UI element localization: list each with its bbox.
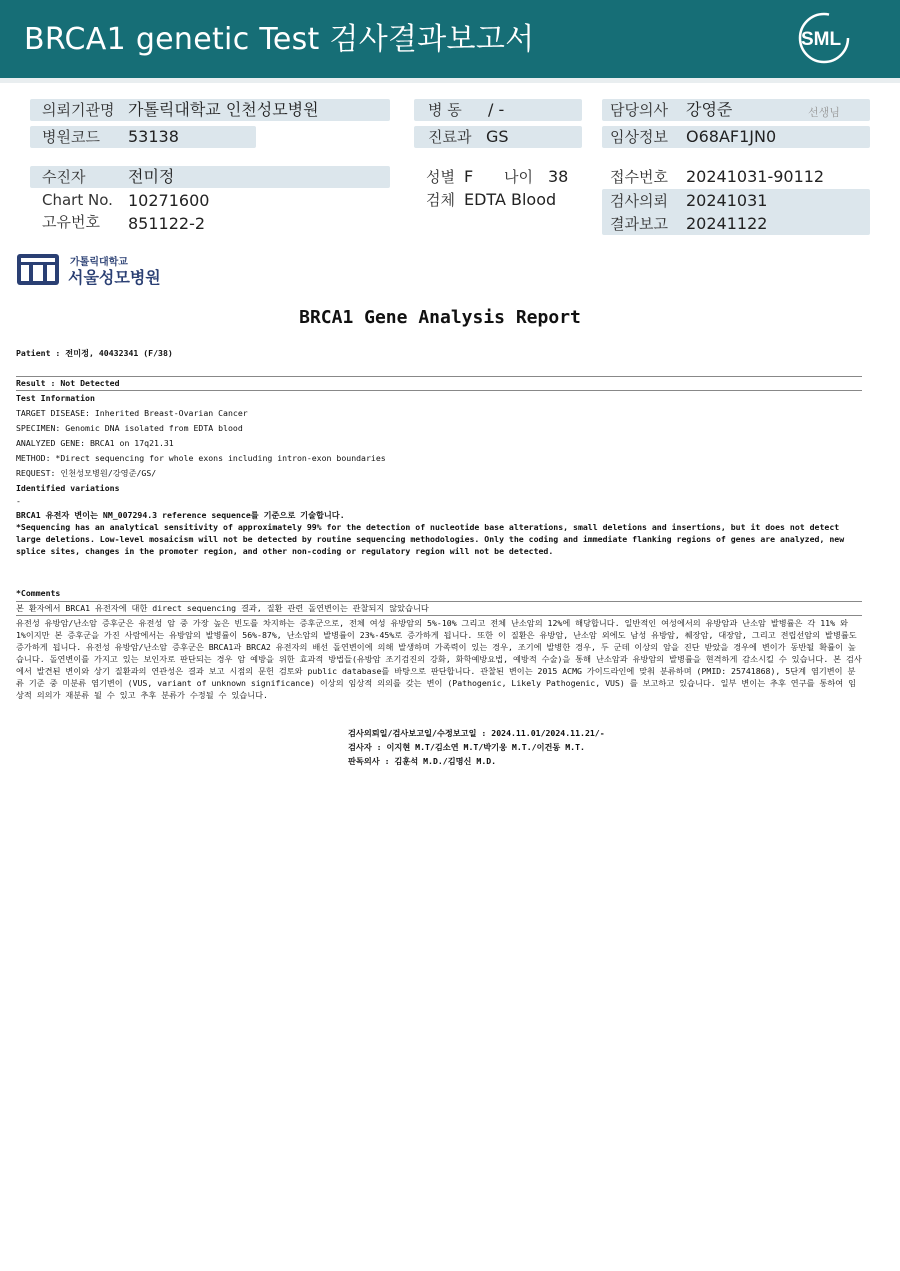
doctors-line: 판독의사 : 김훈석 M.D./김명신 M.D. bbox=[348, 756, 497, 766]
svg-text:SML: SML bbox=[801, 29, 842, 50]
sex-label: 성별 bbox=[426, 168, 455, 186]
comments-heading: *Comments bbox=[16, 588, 61, 598]
request-value: 20241031 bbox=[686, 191, 768, 210]
chart-label: Chart No. bbox=[42, 191, 113, 209]
sensitivity-note: *Sequencing has an analytical sensitivity of approximately 99% for the detection of nucleotide base alterations, small deletions and insertions, but it does not detect large deletions. Low-level mosaicism will not be detected by routine sequencing methodologies. Only the coding and immediate flanking regions of genes are analyzed, new splice sites, changes in the promoter region, and other non-coding or regulatory region will not be detected. bbox=[16, 522, 845, 556]
divider bbox=[16, 601, 862, 602]
specimen-label: 검체 bbox=[426, 191, 455, 209]
divider bbox=[16, 376, 862, 377]
testers-line: 검사자 : 이지현 M.T/김소연 M.T/박기웅 M.T./이건동 M.T. bbox=[348, 742, 585, 752]
specimen-value: EDTA Blood bbox=[464, 190, 557, 209]
comment-first: 본 환자에서 BRCA1 유전자에 대한 direct sequencing 결과, 질환 관련 돌연변이는 관찰되지 않았습니다 bbox=[16, 603, 429, 613]
comment-body: 유전성 유방암/난소암 증후군은 유전성 암 중 가장 높은 빈도를 차지하는 증후군으로, 전체 여성 유방암의 5%-10% 그리고 전체 난소암의 12%에 해당합니다. 일반적인 여성에서의 유방암과 난소암 발병률은 각 11% 와 1%이지만 본 증후군을 가진 사람에서는 유방암의 발병률이 56%-87%, 난소암의 발병률이 23%-45%로 증가하게 됩니다. 또한 이 질환은 유방암, 난소암 외에도 남성 유방암, 췌장암, 대장암, 그리고 전립선암의 발병률도 증가하게 됩니다. 유전성 유방암/난소암 증후군은 BRCA1과 BRCA2 유전자의 배선 돌연변이에 의해 발생하며 가족력이 있는 경우, 조기에 발병한 경우, 두 군데 이상의 암을 진단 받았을 경우에 변이가 동반될 확률이 높습니다. 돌연변이를 가지고 있는 보인자로 판단되는 경우 암 예방을 위한 효과적 방법들(유방암 조기검진의 강화, 화학예방요법, 예방적 수술)을 통해 난소암과 유방암의 발병률을 현격하게 감소시킬 수 있습니다. 본 검사에서 발견된 변이와 상기 질환과의 연관성은 결과 보고 시점의 문헌 검토와 public database를 바탕으로 판단합니다. 관찰된 변이는 2015 ACMG 가이드라인에 맞춰 분류하며 (PMID: 25741868), 5단계 염기변이 분류 기준 중 미분류 염기변이 (VUS, variant of unknown significance) 이상의 임상적 의의를 갖는 변이 (Pathogenic, Likely Pathogenic, VUS) 를 보고하고 있습니다. 일부 변이는 추후 연구를 통하여 임상적 의의가 재분류 될 수 있고 추후 분류가 수정될 수 있습니다. bbox=[16, 618, 862, 700]
institution-label: 의뢰기관명 bbox=[42, 101, 115, 119]
divider bbox=[16, 615, 862, 616]
patient-label: 수진자 bbox=[42, 168, 86, 186]
method-line: METHOD: *Direct sequencing for whole exons including intron-exon boundaries bbox=[16, 453, 386, 463]
clinical-label: 임상정보 bbox=[610, 128, 668, 146]
patient-line: Patient : 전미정, 40432341 (F/38) bbox=[16, 348, 173, 358]
age-value: 38 bbox=[548, 167, 569, 186]
report-header bbox=[0, 0, 900, 78]
hospital-name-large: 서울성모병원 bbox=[68, 268, 161, 287]
header-divider bbox=[0, 78, 900, 83]
hospital-name-small: 가톨릭대학교 bbox=[70, 257, 128, 268]
receipt-label: 접수번호 bbox=[610, 168, 668, 186]
hospital-code-label: 병원코드 bbox=[42, 128, 100, 146]
receipt-value: 20241031-90112 bbox=[686, 167, 825, 186]
ward-value: / - bbox=[488, 100, 505, 119]
result-line: Result : Not Detected bbox=[16, 378, 120, 388]
test-info-heading: Test Information bbox=[16, 393, 95, 403]
divider bbox=[16, 390, 862, 391]
identified-heading: Identified variations bbox=[16, 483, 120, 493]
sex-value: F bbox=[464, 167, 474, 186]
id-label: 고유번호 bbox=[42, 213, 100, 231]
id-value: 851122-2 bbox=[128, 214, 206, 233]
age-label: 나이 bbox=[504, 168, 533, 186]
request-label: 검사의뢰 bbox=[610, 192, 668, 210]
doctor-label: 담당의사 bbox=[610, 101, 668, 119]
doctor-value: 강영준 bbox=[686, 100, 733, 119]
patient-value: 전미정 bbox=[128, 167, 175, 186]
hospital-emblem-icon bbox=[16, 253, 60, 286]
report-title: BRCA1 Gene Analysis Report bbox=[299, 307, 581, 328]
target-disease: TARGET DISEASE: Inherited Breast-Ovarian Cancer bbox=[16, 408, 248, 418]
dates-line: 검사의뢰일/검사보고일/수정보고일 : 2024.11.01/2024.11.21/- bbox=[348, 728, 605, 738]
result-report-value: 20241122 bbox=[686, 214, 768, 233]
clinical-value: O68AF1JN0 bbox=[686, 127, 777, 146]
institution-value: 가톨릭대학교 인천성모병원 bbox=[128, 100, 319, 119]
doctor-suffix: 선생님 bbox=[808, 106, 840, 119]
analyzed-gene: ANALYZED GENE: BRCA1 on 17q21.31 bbox=[16, 438, 174, 448]
sml-logo bbox=[796, 10, 856, 66]
identified-value: - bbox=[16, 496, 21, 506]
department-value: GS bbox=[486, 127, 509, 146]
chart-value: 10271600 bbox=[128, 191, 210, 210]
ward-label: 병 동 bbox=[428, 101, 462, 119]
header-title: BRCA1 genetic Test 검사결과보고서 bbox=[24, 22, 535, 57]
reference-note: BRCA1 유전자 변이는 NM_007294.3 reference sequence를 기준으로 기술합니다. bbox=[16, 510, 345, 520]
result-report-label: 결과보고 bbox=[610, 215, 668, 233]
request-line: REQUEST: 인천성모병원/강영준/GS/ bbox=[16, 468, 157, 478]
hospital-code-value: 53138 bbox=[128, 127, 179, 146]
department-label: 진료과 bbox=[428, 128, 472, 146]
specimen-line: SPECIMEN: Genomic DNA isolated from EDTA blood bbox=[16, 423, 243, 433]
